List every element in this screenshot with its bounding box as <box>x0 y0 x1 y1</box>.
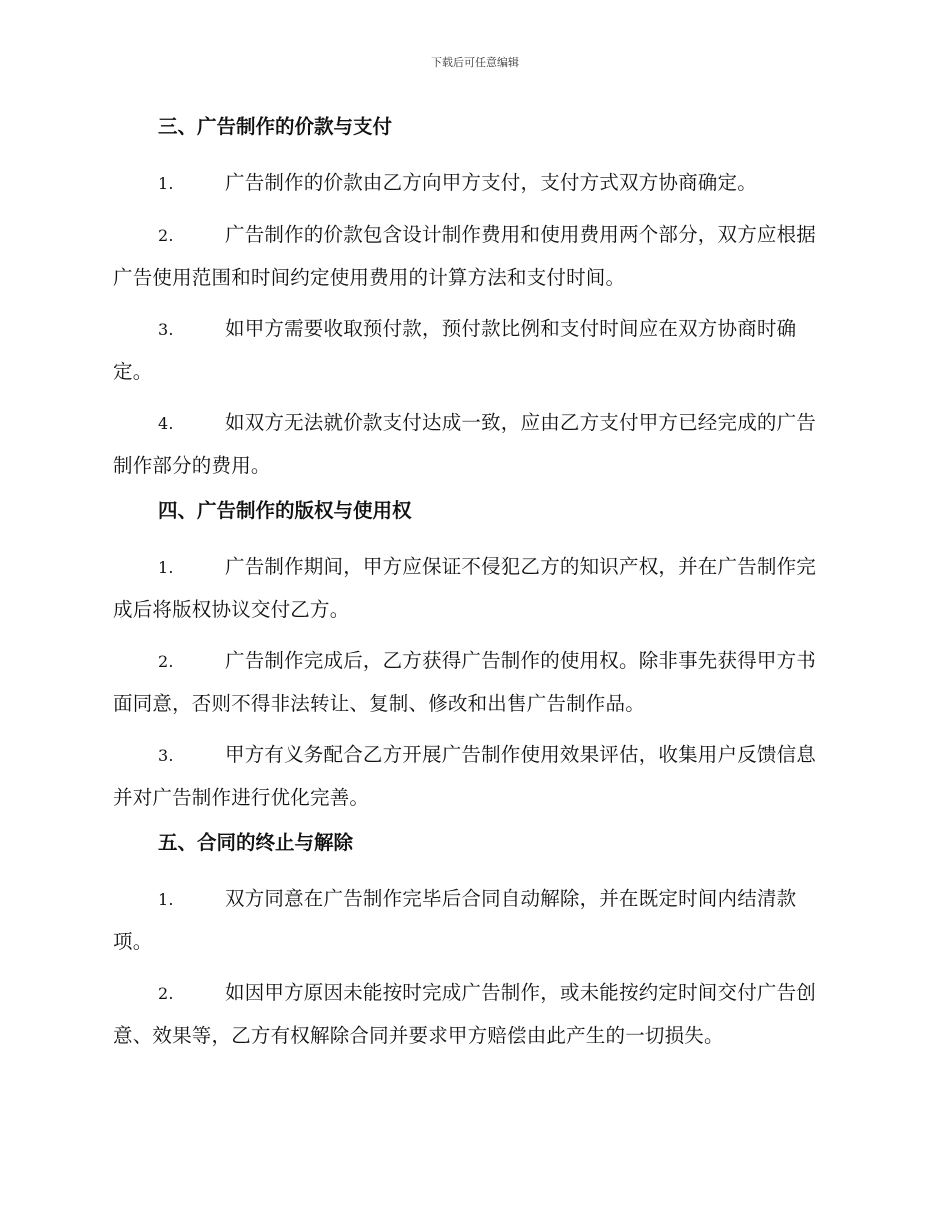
clause-text: 广告制作完成后，乙方获得广告制作的使用权。除非事先获得甲方书面同意，否则不得非法转让、复制、修改和出售广告制作品。 <box>113 649 817 715</box>
clause-text: 如因甲方原因未能按时完成广告制作，或未能按约定时间交付广告创意、效果等，乙方有权解除合同并要求甲方赔偿由此产生的一切损失。 <box>113 981 817 1047</box>
section-heading-3: 三、广告制作的价款与支付 <box>158 115 393 138</box>
document-body <box>113 112 833 1066</box>
clause <box>113 308 833 393</box>
clause <box>113 972 833 1057</box>
clause-number: 1. <box>158 890 174 909</box>
clause-number: 4. <box>158 414 174 433</box>
clause <box>113 402 833 487</box>
clause-text: 广告制作期间，甲方应保证不侵犯乙方的知识产权，并在广告制作完成后将版权协议交付乙方。 <box>113 555 817 621</box>
clause-text: 广告制作的价款由乙方向甲方支付，支付方式双方协商确定。 <box>225 171 757 194</box>
clause-text: 双方同意在广告制作完毕后合同自动解除，并在既定时间内结清款项。 <box>113 887 797 953</box>
clause <box>113 162 833 205</box>
clause-number: 2. <box>158 984 174 1003</box>
section-heading-5: 五、合同的终止与解除 <box>158 831 354 854</box>
clause-number: 1. <box>158 558 174 577</box>
page-header: 下载后可任意编辑 <box>431 56 519 69</box>
clause-number: 1. <box>158 174 174 193</box>
clause-text: 如双方无法就价款支付达成一致，应由乙方支付甲方已经完成的广告制作部分的费用。 <box>113 411 817 477</box>
clause <box>113 878 833 963</box>
clause-text: 甲方有义务配合乙方开展广告制作使用效果评估，收集用户反馈信息并对广告制作进行优化完善。 <box>113 743 817 809</box>
clause-number: 3. <box>158 746 174 765</box>
clause-text: 如甲方需要收取预付款，预付款比例和支付时间应在双方协商时确定。 <box>113 317 797 383</box>
clause-number: 2. <box>158 226 174 245</box>
clause <box>113 546 833 631</box>
clause-number: 2. <box>158 652 174 671</box>
clause <box>113 640 833 725</box>
clause-number: 3. <box>158 320 174 339</box>
clause-text: 广告制作的价款包含设计制作费用和使用费用两个部分，双方应根据广告使用范围和时间约定使用费用的计算方法和支付时间。 <box>113 223 817 289</box>
section-heading-4: 四、广告制作的版权与使用权 <box>158 499 412 522</box>
clause <box>113 734 833 819</box>
clause <box>113 214 833 299</box>
